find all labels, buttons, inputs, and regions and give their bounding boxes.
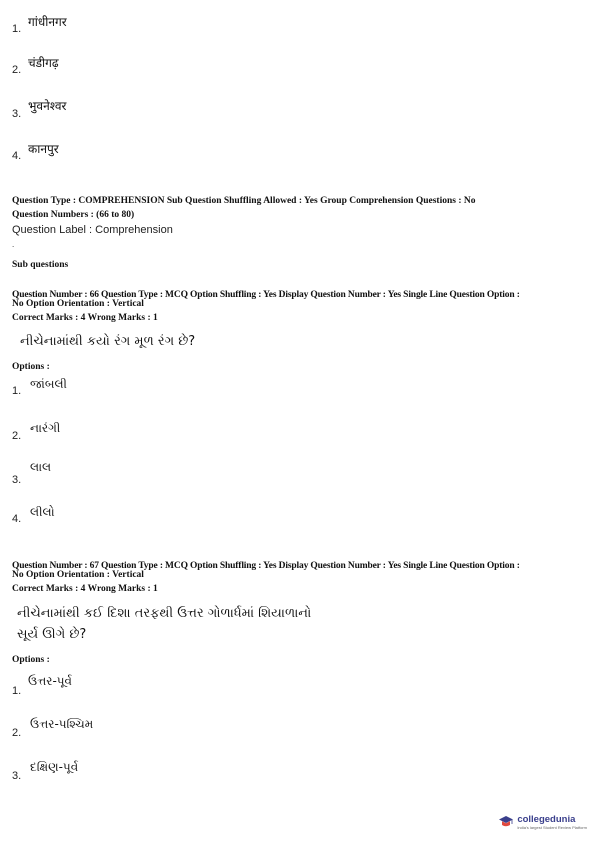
- option-text: લીલો: [30, 505, 55, 519]
- option-text: ઉત્તર-પૂર્વ: [28, 674, 73, 688]
- option-text: લાલ: [30, 460, 52, 474]
- brand-tagline: India's largest Student Review Platform: [517, 824, 587, 830]
- option-number: 3.: [12, 474, 22, 486]
- option-number: 2.: [12, 727, 22, 739]
- option-text: कानपुर: [28, 142, 59, 156]
- marks-line: Correct Marks : 4 Wrong Marks : 1: [12, 313, 158, 323]
- option-text: भुवनेश्वर: [28, 99, 67, 113]
- brand-name: collegedunia: [517, 813, 576, 825]
- option-number: 1.: [12, 385, 22, 397]
- sub-questions-heading: Sub questions: [12, 260, 69, 270]
- question-text: નીચેનામાંથી કયો રંગ મૂળ રંગ છે?: [20, 334, 196, 349]
- option-text: गांधीनगर: [28, 15, 67, 29]
- option-number: 3.: [12, 770, 22, 782]
- question-header-cont: No Option Orientation : Vertical: [12, 570, 144, 580]
- question-numbers-line: Question Numbers : (66 to 80): [12, 210, 135, 220]
- question-text-line1: નીચેનામાંથી કઈ દિશા તરફથી ઉત્તર ગોળાર્ધમાં શિયાળાનો: [17, 606, 312, 621]
- option-text: ઉત્તર-પશ્ચિમ: [30, 717, 94, 731]
- options-label: Options :: [12, 655, 50, 665]
- option-number: 1.: [12, 685, 22, 697]
- option-text: નારંગી: [30, 421, 61, 435]
- marks-line: Correct Marks : 4 Wrong Marks : 1: [12, 584, 158, 594]
- question-header: Question Number : 67 Question Type : MCQ Option Shuffling : Yes Display Question Number : Yes Single Line Question Option :: [12, 561, 520, 571]
- option-number: 2.: [12, 430, 22, 442]
- question-text-line2: સૂર્ય ઊગે છે?: [17, 627, 87, 642]
- dot-marker: .: [12, 240, 15, 249]
- question-header: Question Number : 66 Question Type : MCQ Option Shuffling : Yes Display Question Number : Yes Single Line Question Option :: [12, 290, 520, 300]
- options-label: Options :: [12, 362, 50, 372]
- option-text: દક્ષિણ-પૂર્વ: [30, 760, 79, 774]
- collegedunia-watermark: [498, 814, 587, 830]
- question-header-cont: No Option Orientation : Vertical: [12, 299, 144, 309]
- question-label: Question Label : Comprehension: [12, 224, 173, 236]
- graduation-cap-icon: [498, 814, 514, 830]
- option-number: 1.: [12, 23, 22, 35]
- option-text: चंडीगढ़: [28, 56, 59, 70]
- option-number: 2.: [12, 64, 22, 76]
- option-number: 4.: [12, 150, 22, 162]
- option-number: 3.: [12, 108, 22, 120]
- option-number: 4.: [12, 513, 22, 525]
- option-text: જાંબલી: [30, 377, 67, 391]
- comprehension-type-line: Question Type : COMPREHENSION Sub Question Shuffling Allowed : Yes Group Comprehension Questions : No: [12, 196, 476, 206]
